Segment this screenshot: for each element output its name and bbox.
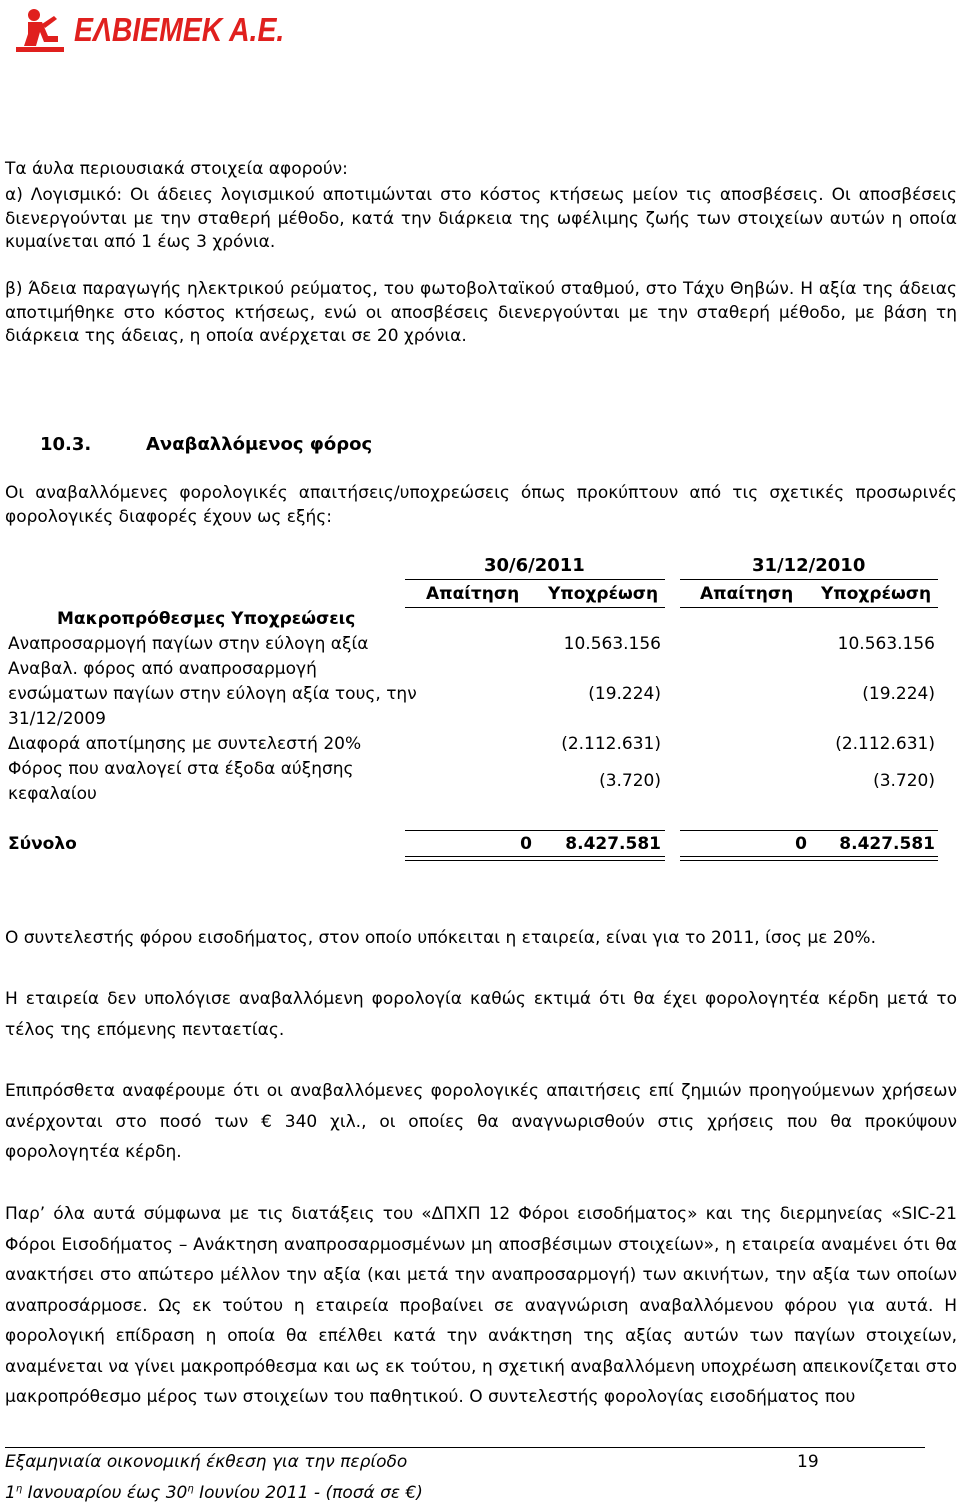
- footer-period: [5, 1483, 423, 1503]
- row-label: κεφαλαίου: [8, 784, 97, 804]
- paragraph-ifrs: Παρ’ όλα αυτά σύμφωνα με τις διατάξεις του «ΔΠΧΠ 12 Φόροι εισοδήματος» και της διερμηνείας «SIC-21 Φόροι Εισοδήματος – Ανάκτηση αναπροσαρμοσμένων μη αποσβέσιμων στοιχείων», η εταιρεία αναμένει ότι θα ανακτήσει στο απώτερο μέλλον την αξία (και μετά την αναπροσαρμογή) των ακινήτων, την αξία των οποίων αναπροσάρμοσε. Ως εκ τούτου η εταιρεία προβαίνει σε αναγνώριση αναβαλλόμενου φόρου για αυτά. Η φορολογική επίδραση η οποία θα επέλθει κατά την ανάκτηση της αξίας αυτών των παγίων στοιχείων, αναμένεται να γίνει μακροπρόθεσμα και ως εκ τούτου, η σχετική αναβαλλόμενη υποχρέωση απεικονίζεται στο μακροπρόθεσμο μέρος των στοιχείων του παθητικού. Ο συντελεστής φορολογίας εισοδήματος που: [5, 1204, 957, 1407]
- company-name: ΕΛΒΙΕΜΕΚ Α.Ε.: [74, 11, 285, 48]
- row-label: 31/12/2009: [8, 709, 106, 729]
- worker-logo-icon: [14, 6, 66, 54]
- row-liability-2: (3.720): [873, 771, 935, 791]
- company-logo: [14, 4, 319, 56]
- footer-sup-a: η: [15, 1483, 23, 1495]
- col-rule-1: [405, 607, 665, 608]
- section-number: 10.3.: [40, 434, 92, 455]
- section-intro: Οι αναβαλλόμενες φορολογικές απαιτήσεις/υποχρεώσεις όπως προκύπτουν από τις σχετικές προσωρινές φορολογικές διαφορές έχουν ως εξής:: [5, 483, 957, 527]
- footer-title: Εξαμηνιαία οικονομική έκθεση για την περίοδο: [5, 1452, 408, 1472]
- row-liability-1: (3.720): [599, 771, 661, 791]
- row-label: ενσώματων παγίων στην εύλογη αξία τους, την: [8, 684, 417, 704]
- row-label: Φόρος που αναλογεί στα έξοδα αύξησης: [8, 759, 354, 779]
- col-claim-1: Απαίτηση: [426, 584, 520, 604]
- col-liability-2: Υποχρέωση: [821, 584, 932, 604]
- period-2-header: 31/12/2010: [752, 555, 866, 576]
- row-liability-1: 10.563.156: [563, 634, 661, 654]
- total-label: Σύνολο: [8, 834, 77, 854]
- paragraph-losses: Επιπρόσθετα αναφέρουμε ότι οι αναβαλλόμενες φορολογικές απαιτήσεις επί ζημιών προηγούμενων χρήσεων ανέρχονται στο ποσό των € 340 χιλ., οι οποίες θα αναγνωρισθούν στις χρήσεις που θα προκύψουν φορολογητέα κέρδη.: [5, 1081, 957, 1162]
- total-claim-1: 0: [520, 834, 532, 854]
- footer-period-c: Ιουνίου 2011 - (ποσά σε €): [193, 1483, 423, 1503]
- row-liability-1: (19.224): [588, 684, 661, 704]
- total-top-rule-2: [680, 830, 938, 831]
- row-liability-2: 10.563.156: [837, 634, 935, 654]
- row-label: Διαφορά αποτίμησης με συντελεστή 20%: [8, 734, 362, 754]
- intro-item-b: β) Άδεια παραγωγής ηλεκτρικού ρεύματος, του φωτοβολταϊκού σταθμού, στο Τάχυ Θηβών. Η αξία της άδειας αποτιμήθηκε στο κόστος κτήσεως, ενώ οι αποσβέσεις διενεργούνται με την σταθερή μέθοδο, με βάση τη διάρκεια της άδειας, η οποία ανέρχεται σε 20 χρόνια.: [5, 279, 957, 346]
- section-title: Αναβαλλόμενος φόρος: [146, 434, 373, 455]
- paragraph-no-deferred: Η εταιρεία δεν υπολόγισε αναβαλλόμενη φορολογία καθώς εκτιμά ότι θα έχει φορολογητέα κέρδη μετά το τέλος της επόμενης πενταετίας.: [5, 989, 957, 1040]
- col-claim-2: Απαίτηση: [700, 584, 794, 604]
- row-label: Αναπροσαρμογή παγίων στην εύλογη αξία: [8, 634, 369, 654]
- col-rule-2: [680, 607, 938, 608]
- deferred-tax-table: [0, 550, 960, 870]
- row-liability-2: (19.224): [862, 684, 935, 704]
- total-double-rule-1: [405, 856, 665, 861]
- total-double-rule-2: [680, 856, 938, 861]
- group-heading: Μακροπρόθεσμες Υποχρεώσεις: [57, 609, 356, 629]
- footer-period-b: Ιανουαρίου έως 30: [22, 1483, 188, 1503]
- intro-item-a: α) Λογισμικό: Οι άδειες λογισμικού αποτιμώνται στο κόστος κτήσεως μείον τις αποσβέσεις. Οι αποσβέσεις διενεργούνται με την σταθερή μέθοδο, κατά την διάρκεια της ωφέλιμης ζωής των στοιχείων αυτών η οποία κυμαίνεται από 1 έως 3 χρόνια.: [5, 185, 957, 252]
- total-liability-2: 8.427.581: [839, 834, 935, 854]
- total-liability-1: 8.427.581: [565, 834, 661, 854]
- row-liability-2: (2.112.631): [835, 734, 935, 754]
- footer-period-a: 1: [5, 1483, 16, 1503]
- footer-rule: [5, 1447, 925, 1448]
- intro-line: Τα άυλα περιουσιακά στοιχεία αφορούν:: [5, 159, 348, 179]
- page-number: 19: [797, 1452, 819, 1472]
- col-liability-1: Υποχρέωση: [548, 584, 659, 604]
- period-2-rule: [680, 579, 938, 580]
- row-liability-1: (2.112.631): [561, 734, 661, 754]
- period-1-header: 30/6/2011: [484, 555, 585, 576]
- total-top-rule-1: [405, 830, 665, 831]
- row-label: Αναβαλ. φόρος από αναπροσαρμογή: [8, 659, 317, 679]
- period-1-rule: [405, 579, 665, 580]
- total-claim-2: 0: [795, 834, 807, 854]
- footer-sup-b: η: [187, 1483, 194, 1495]
- paragraph-tax-rate: Ο συντελεστής φόρου εισοδήματος, στον οποίο υπόκειται η εταιρεία, είναι για το 2011, ίσος με 20%.: [5, 928, 876, 948]
